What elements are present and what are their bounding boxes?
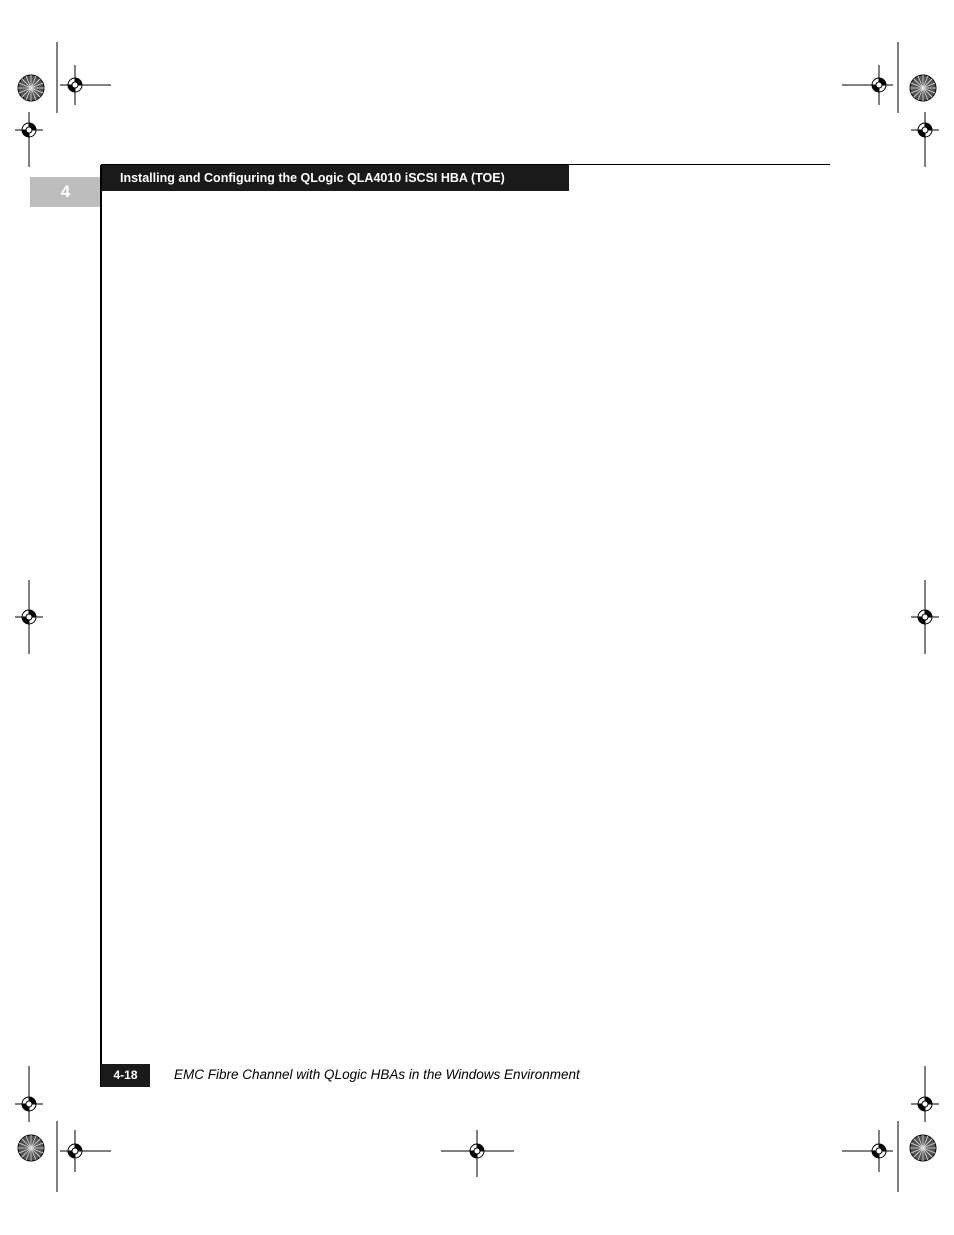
page-number-badge (101, 1064, 150, 1087)
section-title: Installing and Configuring the QLogic QLA4010 iSCSI HBA (TOE) (120, 171, 505, 185)
margin-rule (100, 165, 102, 1087)
page-number: 4-18 (113, 1068, 138, 1082)
footer-document-title: EMC Fibre Channel with QLogic HBAs in the Windows Environment (174, 1067, 580, 1082)
chapter-tab (30, 177, 101, 207)
chapter-number: 4 (60, 182, 71, 201)
running-header (101, 165, 569, 191)
